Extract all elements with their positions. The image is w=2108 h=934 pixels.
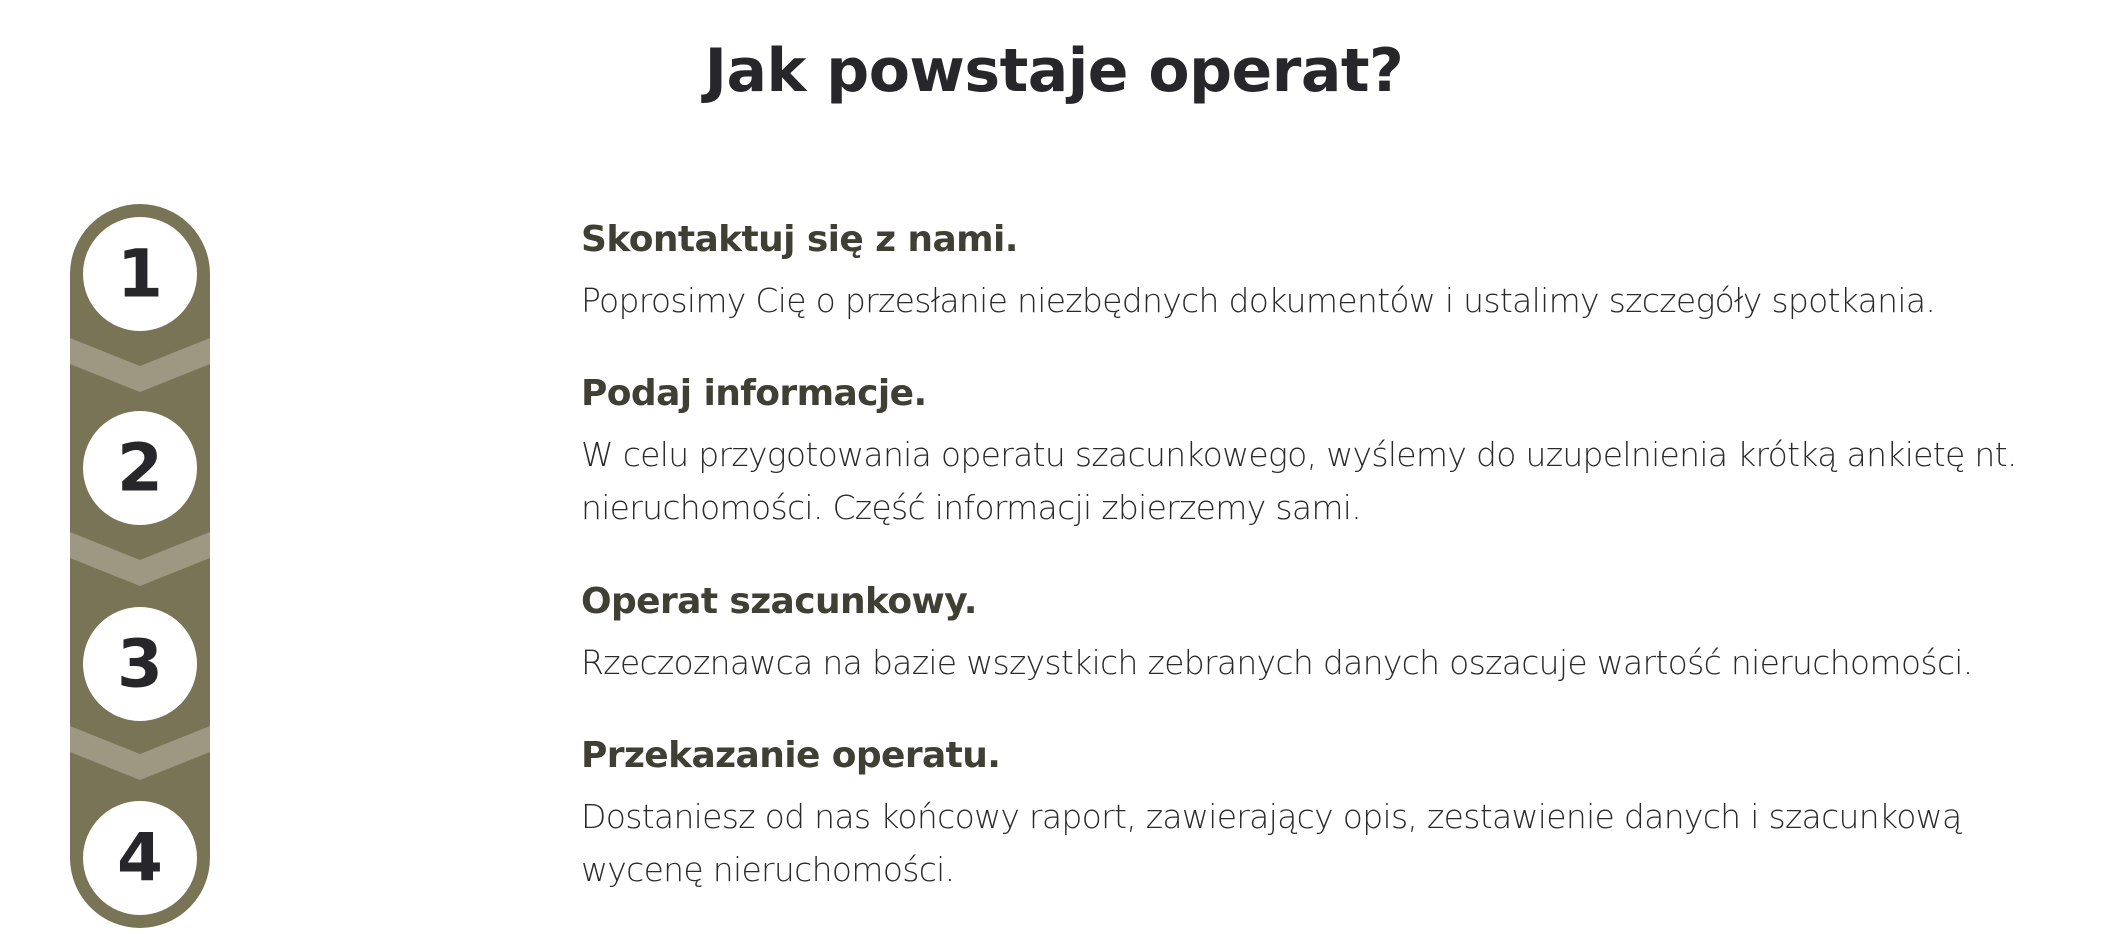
- step-number: 2: [117, 429, 163, 507]
- step-number: 3: [117, 625, 163, 703]
- step-description: Poprosimy Cię o przesłanie niezbędnych dokumentów i ustalimy szczegóły spotkania.: [581, 281, 1936, 320]
- step-marker-1: [83, 217, 197, 331]
- step-item-2: [581, 368, 2081, 534]
- step-description: W celu przygotowania operatu szacunkowego, wyślemy do uzupelnienia krótką ankietę nt. nieruchomości. Część informacji zbierzemy sami.: [581, 435, 2017, 527]
- step-description: Dostaniesz od nas końcowy raport, zawierający opis, zestawienie danych i szacunkową wycenę nieruchomości.: [581, 797, 1962, 889]
- step-item-3: [581, 576, 2081, 689]
- steps-timeline: [70, 204, 210, 928]
- step-item-1: [581, 214, 2081, 327]
- step-marker-3: [83, 607, 197, 721]
- step-number: 4: [117, 819, 163, 897]
- step-description: Rzeczoznawca na bazie wszystkich zebranych danych oszacuje wartość nieruchomości.: [581, 643, 1973, 682]
- step-item-4: [581, 730, 2081, 896]
- step-title: Skontaktuj się z nami.: [581, 219, 1018, 260]
- step-marker-4: [83, 801, 197, 915]
- step-title: Operat szacunkowy.: [581, 581, 977, 622]
- step-title: Podaj informacje.: [581, 373, 927, 414]
- timeline-graphic: [70, 204, 210, 928]
- step-number: 1: [117, 235, 163, 313]
- step-marker-2: [83, 411, 197, 525]
- page-title: Jak powstaje operat?: [704, 36, 1404, 106]
- step-title: Przekazanie operatu.: [581, 735, 1001, 776]
